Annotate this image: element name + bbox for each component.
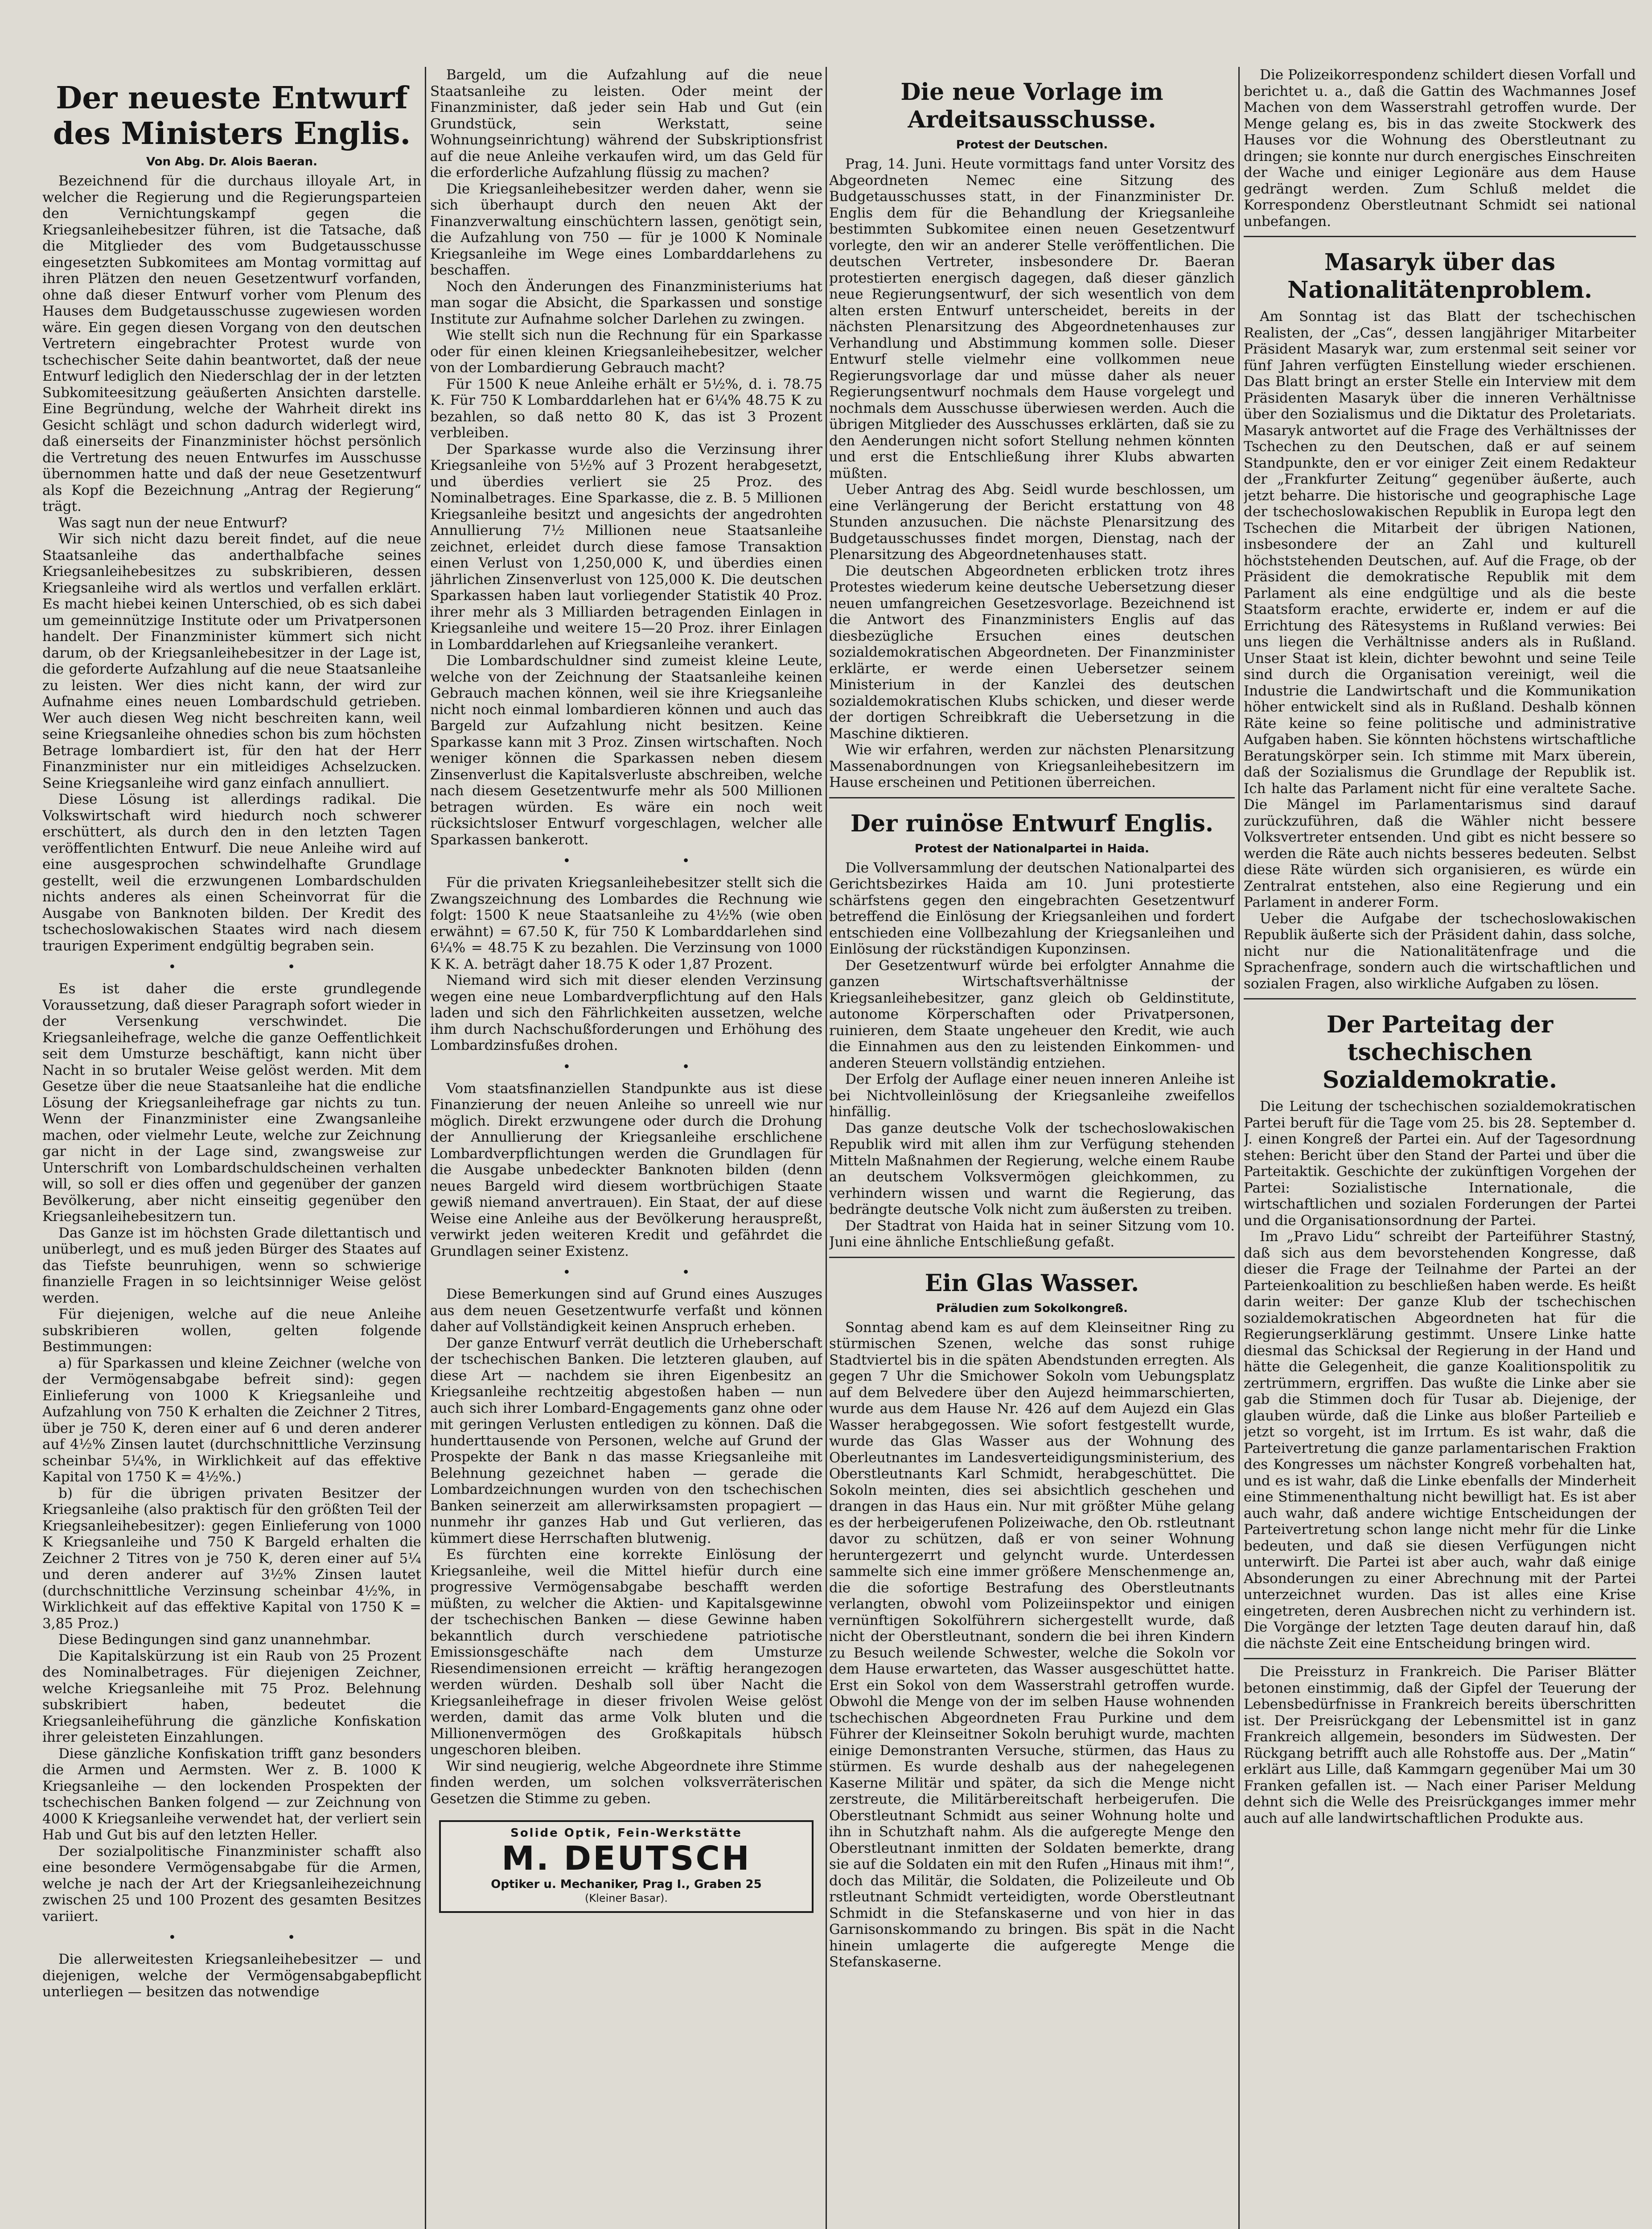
paragraph: a) für Sparkassen und kleine Zeichner (welche von der Vermögensabgabe befreit sind): gegen Einlieferung von 1000 K Kriegsanleihe und Aufzahlung von 750 K erhalten die Zeichner 2 Titres, über je 750 K, deren einer auf 6 und deren anderer auf 4½% Zinsen lautet (durchschnittliche Verzinsung scheinbar 5¼%, in Wirklichkeit auf das effektive Kapital von 1750 K = 4½%.) bbox=[42, 1355, 421, 1485]
article-body bbox=[430, 1286, 822, 1807]
divider bbox=[1244, 236, 1636, 237]
section-separator: • • bbox=[168, 959, 349, 975]
paragraph: b) für die übrigen privaten Besitzer der Kriegsanleihe (also praktisch für den größten Teil der Kriegsanleihebesitzer): gegen Einlieferung von 1000 K Kriegsanleihe und 750 K Bargeld erhalten die Zeichner 2 Titres von je 750 K, deren einer auf 5¼ und deren anderer auf 3½% Zinsen lautet (durchschnittliche Verzinsung scheinbar 4½%, in Wirklichkeit auf das effektive Kapital von 1750 K = 3,85 Proz.) bbox=[42, 1485, 421, 1632]
paragraph: Diese Bemerkungen sind auf Grund eines Auszuges aus dem neuen Gesetzentwurfe verfaßt und können daher auf Vollständigkeit keinen Anspruch erheben. bbox=[430, 1286, 822, 1335]
ad-note: (Kleiner Basar). bbox=[585, 1892, 668, 1904]
divider bbox=[1244, 1658, 1636, 1659]
paragraph: Für die privaten Kriegsanleihebesitzer stellt sich die Zwangszeichnung des Lombardes die Rechnung wie folgt: 1500 K neue Staatsanleihe zu 4½% (wie oben erwähnt) = 67.50 K, für 750 K Lombarddarlehen sind 6¼% = 48.75 K zu bezahlen. Die Verzinsung von 1000 K K. A. beträgt daher 18.75 K oder 1,87 Prozent. bbox=[430, 875, 822, 972]
article-title: Ein Glas Wasser. bbox=[925, 1269, 1139, 1297]
divider bbox=[829, 1257, 1235, 1258]
article-body bbox=[829, 860, 1235, 1250]
article-body bbox=[430, 1081, 822, 1260]
paragraph: Das Ganze ist im höchsten Grade dilettantisch und unüberlegt, und es muß jeden Bürger des Staates auf das Tiefste beunruhigen, wenn so schwierige finanzielle Fragen in so leichtsinniger Weise gelöst werden. bbox=[42, 1225, 421, 1306]
article-body bbox=[42, 981, 421, 1925]
paragraph: Niemand wird sich mit dieser elenden Verzinsung wegen eine neue Lombardverpflichtung auf den Hals laden und sich den Fährlichkeiten aussetzen, welche ihm durch Nachschußforderungen und Erhöhung des Lombardzinsfußes drohen. bbox=[430, 972, 822, 1053]
article-title: Der ruinöse Entwurf Englis. bbox=[850, 810, 1214, 837]
paragraph: Die Leitung der tschechischen sozialdemokratischen Partei beruft für die Tage vom 25. bis 28. September d. J. einen Kongreß der Partei ein. Auf der Tagesordnung stehen: Bericht über den Stand der Partei und über die Parteitaktik. Geschichte der zukünftigen Vorgehen der Partei: Sozialistische Internationale, die wirtschaftlichen und sozialen Forderungen der Partei und die Organisationsordnung der Partei. bbox=[1244, 1098, 1636, 1229]
divider bbox=[829, 797, 1235, 798]
divider bbox=[1244, 998, 1636, 999]
paragraph: Wie wir erfahren, werden zur nächsten Plenarsitzung Massenabordnungen von Kriegsanleihebesitzern im Hause erscheinen und Petitionen überreichen. bbox=[829, 742, 1235, 790]
article-byline: Protest der Nationalpartei in Haida. bbox=[914, 842, 1150, 855]
column-rule bbox=[425, 67, 426, 2229]
paragraph: Die Preissturz in Frankreich. Die Pariser Blätter betonen einstimmig, daß der Gipfel der Teuerung der Lebensbedürfnisse in Frankreich bereits überschritten ist. Der Preisrückgang der Lebensmittel ist in ganz Frankreich allgemein, besonders im Südwesten. Der Rückgang betrifft auch alle Rohstoffe aus. Der „Matin“ erklärt aus Lille, daß Kammgarn gegenüber Mai um 30 Franken gefallen ist. — Nach einer Pariser Meldung dehnt sich die Welle des Preisrückganges immer mehr auch auf alle landwirtschaftlichen Produkte aus. bbox=[1244, 1664, 1636, 1826]
paragraph: Für diejenigen, welche auf die neue Anleihe subskribieren wollen, gelten folgende Bestimmungen: bbox=[42, 1306, 421, 1355]
paragraph: Wir sich nicht dazu bereit findet, auf die neue Staatsanleihe das anderthalbfache seines Kriegsanleihebesitzes zu subskribieren, dessen Kriegsanleihe wird als wertlos und verfallen erklärt. Es macht hiebei keinen Unterschied, ob es sich dabei um gemeinnützige Institute oder um Privatpersonen handelt. Der Finanzminister kümmert sich nicht darum, ob der Kriegsanleihebesitzer in der Lage ist, die geforderte Aufzahlung auf die neue Staatsanleihe zu leisten. Wer dies nicht kann, der wird zur Aufnahme eines neuen Lombardschuld getrieben. Wer auch diesen Weg nicht beschreiten kann, weil seine Kriegsanleihe ohnedies schon bis zum höchsten Betrage lombardiert ist, für den hat der Herr Finanzminister nur ein mitleidiges Achselzucken. Seine Kriegsanleihe wird ganz einfach annulliert. bbox=[42, 531, 421, 791]
paragraph: Es ist daher die erste grundlegende Voraussetzung, daß dieser Paragraph sofort wieder in der Versenkung verschwindet. Die Kriegsanleihefrage, welche die ganze Oeffentlichkeit seit dem Umsturze beschäftigt, kann nicht über Nacht in so brutaler Weise gelöst werden. Mit dem Gesetze über die neue Staatsanleihe hat die endliche Lösung der Kriegsanleihefrage gar nichts zu tun. Wenn der Finanzminister eine Zwangsanleihe machen, oder vielmehr Leute, welche zur Zeichnung gar nicht in der Lage sind, zwangsweise zur Unterschrift von Lombardschuldscheinen verhalten will, so soll er dies offen und gegenüber der ganzen Bevölkerung, aber nicht einseitig gegenüber den Kriegsanleihebesitzern tun. bbox=[42, 981, 421, 1225]
paragraph: Der ganze Entwurf verrät deutlich die Urheberschaft der tschechischen Banken. Die letzteren glauben, auf diese Art — nachdem sie ihren Eigenbesitz an Kriegsanleihe rechtzeitig abgestoßen haben — nun auch sich ihrer Lombard-Engagements ganz ohne oder mit geringen Verlusten entledigen zu können. Daß die hunderttausende von Personen, welche auf Grund der Prospekte der Bank n das masse Kriegsanleihe mit Belehnung gezeichnet haben — gerade die Lombardzeichnungen wurden von den tschechischen Banken seinerzeit am allerwirksamsten propagiert — nunmehr ihr ganzes Hab und Gut verlieren, das kümmert diese Herrschaften blutwenig. bbox=[430, 1335, 822, 1546]
paragraph: Die Kapitalskürzung ist ein Raub von 25 Prozent des Nominalbetrages. Für diejenigen Zeichner, welche Kriegsanleihe mit 75 Proz. Belehnung subskribiert haben, bedeutet die Kriegsanleiheführung die gänzliche Konfiskation ihrer geleisteten Einzahlungen. bbox=[42, 1648, 421, 1745]
paragraph: Sonntag abend kam es auf dem Kleinseitner Ring zu stürmischen Szenen, welche das sonst ruhige Stadtviertel bis in die späten Abendstunden erregten. Als gegen 7 Uhr die Smichower Sokoln vom Uebungsplatz auf dem Belvedere über den Aujezd heimmarschierten, wurde aus dem Hause Nr. 426 auf dem Aujezd ein Glas Wasser herabgegossen. Wie sofort festgestellt wurde, wurde das Glas Wasser aus der Wohnung des Oberleutnantes im Landesverteidigungsministerium, des Oberstleutnants Karl Schmidt, herabgeschüttet. Die Sokoln meinten, dies sei absichtlich geschehen und drangen in das Haus ein. Nur mit größter Mühe gelang es der herbeigerufenen Polizeiwache, den Ob. rstleutnant davor zu schützen, daß er von seiner Wohnung heruntergezerrt und gelyncht wurde. Unterdessen sammelte sich eine immer größere Menschenmenge an, die die sofortige Bestrafung des Oberstleutnants verlangten, obwohl vom Polizeiinspektor und einigen vernünftigen Sokolführern sichergestellt wurde, daß nicht der Oberstleutnant, sondern die bei ihren Kindern zu Besuch weilende Schwester, welche die Sokoln vor dem Hause erwarteten, das Wasser ausgeschüttet hatte. Erst ein Sokol von dem Wasserstrahl getroffen wurde. Obwohl die Menge von der im selben Hause wohnenden tschechischen Abgeordneten Frau Purkine und dem Führer der Kleinseitner Sokoln beruhigt wurde, machten einige Demonstranten Versuche, stürmen, das Haus zu stürmen. Es wurde deshalb aus der nahegelegenen Kaserne Militär und später, da sich die Menge nicht zerstreute, die Militärbereitschaft herbeigerufen. Die Oberstleutnant Schmidt aus seiner Wohnung holte und ihn in Schutzhaft nahm. Als die aufgeregte Menge den Oberstleutnant inmitten der Soldaten bemerkte, drang sie auf die Soldaten ein mit den Rufen „Hinaus mit ihm!“, doch das Militär, die Soldaten, die Polizeileute und Ob rstleutnant Schmidt verteidigten, worde Oberstleutnant Schmidt in die Stefanskaserne und von hier in das Garnisonskommando zu bringen. Bis spät in die Nacht hinein umlagerte die aufgeregte Menge die Stefanskaserne. bbox=[829, 1319, 1235, 1970]
ad-company-name: M. DEUTSCH bbox=[501, 1839, 751, 1878]
advertisement bbox=[439, 1820, 814, 1913]
ad-address: Optiker u. Mechaniker, Prag I., Graben 25 bbox=[491, 1878, 762, 1891]
article-title: Der neueste Entwurf des Ministers Englis. bbox=[53, 80, 411, 152]
paragraph: Die Lombardschuldner sind zumeist kleine Leute, welche von der Zeichnung der Staatsanleihe keinen Gebrauch machen können, weil sie ihre Kriegsanleihe nicht noch einmal lombardieren können und auch das Bargeld zur Aufzahlung nicht besitzen. Keine Sparkasse kann mit 3 Proz. Zinsen wirtschaften. Noch weniger können die Sparkassen neben diesem Zinsenverlust die Kapitalsverluste abschreiben, welche nach diesem Gesetzentwurfe mehr als 500 Millionen betragen würden. Es wäre ein noch weit rücksichtsloser Entwurf vorgeschlagen, welcher alle Sparkassen bankerott. bbox=[430, 653, 822, 848]
article-body bbox=[430, 67, 822, 848]
paragraph: Noch den Änderungen des Finanzministeriums hat man sogar die Absicht, die Sparkassen und sonstige Institute zur Aufnahme solcher Darlehen zu zwingen. bbox=[430, 278, 822, 327]
column-rule bbox=[826, 67, 827, 2229]
paragraph: Prag, 14. Juni. Heute vormittags fand unter Vorsitz des Abgeordneten Nemec eine Sitzung des Budgetausschusses statt, in der Finanzminister Dr. Englis dem für die Behandlung der Kriegsanleihe bestimmten Subkomitee einen neuen Gesetzentwurf vorlegte, den wir an anderer Stelle veröffentlichen. Die deutschen Vertreter, insbesondere Dr. Baeran protestierten energisch dagegen, daß dieser gänzlich neue Regierungsentwurf, der sich wesentlich von dem alten ersten Entwurf unterscheidet, bereits in der nächsten Plenarsitzung des Abgeordnetenhauses zur Verhandlung und Abstimmung kommen solle. Dieser Entwurf stelle vielmehr eine vollkommen neue Regierungsvorlage dar und müsse daher als neuer Regierungsentwurf nochmals dem Hause vorgelegt und nochmals dem Ausschusse überwiesen werden. Auch die übrigen Mitglieder des Ausschusses erklärten, daß sie zu den Aenderungen nicht sofort Stellung nehmen könnten und erst die Entschließung ihrer Klubs abwarten müßten. bbox=[829, 156, 1235, 481]
ad-tagline: Solide Optik, Fein-Werkstätte bbox=[510, 1826, 742, 1840]
article-title: Die neue Vorlage im Ardeitsausschusse. bbox=[900, 78, 1163, 133]
paragraph: Der Gesetzentwurf würde bei erfolgter Annahme die ganzen Wirtschaftsverhältnisse der Kriegsanleihebesitzer, ganz gleich ob Geldinstitute, autonome Körperschaften oder Privatpersonen, ruinieren, dem Staate ungeheuer den Kredit, wie auch die Einnahmen aus den zu leistenden Einkommen- und anderen Steuern vollständig entziehen. bbox=[829, 957, 1235, 1071]
paragraph: Im „Pravo Lidu“ schreibt der Parteiführer Stastný, daß sich aus dem bevorstehenden Kongresse, daß dieser die Frage der Teilnahme der Partei an der Parteienkoalition zu beschließen haben werde. Es heißt darin weiter: Der ganze Klub der tschechischen sozialdemokratischen Abgeordneten hat für die Regierungserklärung gestimmt. Unsere Linke hatte diesmal das Schicksal der Regierung in der Hand und hätte die Gelegenheit, die ganze Koalitionspolitik zu zertrümmern, ergriffen. Das wußte die Linke aber sie gab die Stimmen doch für Tusar ab. Diejenige, der glauben würde, daß die Linke aus bloßer Parteilieb e jetzt so vorgeht, ist im Irrtum. Es ist wahr, daß die Parteivertretung die ganze parlamentarischen Fraktion des Kongresses um nächster Kongreß vorbehalten hat, und es ist wahr, daß die Linke ebenfalls der Minderheit eine Stimmenenthaltung nicht bewilligt hat. Es ist aber auch wahr, daß andere wichtige Entscheidungen der Parteivertretung schon lange nicht mehr für die Linke bedeuten, und daß sie diesen Verfügungen nicht unterwirft. Die Partei ist aber auch, wahr daß einige Absonderungen zu einer Abrechnung mit der Partei unterzeichnet wurden. Das ist alles eine Krise eingetreten, deren Ausbrechen nicht zu verhindern ist. Die Vorgänge der letzten Tage deuten darauf hin, daß die nächste Zeit eine Entscheidung bringen wird. bbox=[1244, 1229, 1636, 1652]
article-body bbox=[829, 1320, 1235, 1970]
paragraph: Der Stadtrat von Haida hat in seiner Sitzung vom 10. Juni eine ähnliche Entschließung gefaßt. bbox=[829, 1217, 1235, 1250]
paragraph: Ueber Antrag des Abg. Seidl wurde beschlossen, um eine Verlängerung der Bericht erstattung von 48 Stunden anzusuchen. Die nächste Plenarsitzung des Budgetausschusses findet morgen, Dienstag, nach der Plenarsitzung des Abgeordnetenhauses statt. bbox=[829, 481, 1235, 563]
article-body bbox=[1244, 67, 1636, 230]
article-title: Der Parteitag der tschechischen Sozialdemokratie. bbox=[1322, 1011, 1557, 1094]
paragraph: Für 1500 K neue Anleihe erhält er 5½%, d. i. 78.75 K. Für 750 K Lombarddarlehen hat er 6¼% 48.75 K zu bezahlen, so daß netto 80 K, das ist 3 Prozent verbleiben. bbox=[430, 376, 822, 441]
paragraph: Wie stellt sich nun die Rechnung für ein Sparkasse oder für einen kleinen Kriegsanleihebesitzer, welcher von der Lombardierung Gebrauch macht? bbox=[430, 327, 822, 376]
section-separator: • • bbox=[168, 1930, 349, 1945]
section-separator: • • bbox=[563, 1265, 744, 1280]
paragraph: Die Polizeikorrespondenz schildert diesen Vorfall und berichtet u. a., daß die Gattin des Wachmannes Josef Machen von dem Wasserstrahl getroffen wurde. Der Menge gelang es, bis in das zweite Stockwerk des Hauses vor die Wohnung des Oberstleutnant zu dringen; sie konnte nur durch energisches Einschreiten der Wache und einiger Legionäre aus dem Hause gedrängt werden. Zum Schluß meldet die Korrespondenz Oberstleutnant Schmidt sei national unbefangen. bbox=[1244, 67, 1636, 230]
article-byline: Von Abg. Dr. Alois Baeran. bbox=[146, 155, 318, 169]
paragraph: Ueber die Aufgabe der tschechoslowakischen Republik äußerte sich der Präsident dahin, dass solche, nicht nur die Nationalitätenfrage und die Sprachenfrage, sondern auch die wirtschaftlichen und sozialen Fragen, also wirkliche Aufgaben zu lösen. bbox=[1244, 910, 1636, 992]
article-byline: Präludien zum Sokolkongreß. bbox=[936, 1301, 1128, 1315]
paragraph: Vom staatsfinanziellen Standpunkte aus ist diese Finanzierung der neuen Anleihe so unreell wie nur möglich. Direkt erzwungene oder durch die Drohung der Annullierung der Kriegsanleihe erschlichene Lombardverpflichtungen werden die Grundlagen für die Ausgabe unbedeckter Banknoten bilden (denn neues Bargeld wird diesem wortbrüchigen Staate gewiß niemand anvertrauen). Ein Staat, der auf diese Weise eine Anleihe aus der Bevölkerung herauspreßt, verwirkt jeden weiteren Kredit und gefährdet die Grundlagen seiner Existenz. bbox=[430, 1080, 822, 1259]
paragraph: Der Erfolg der Auflage einer neuen inneren Anleihe ist bei Nichtvolleinlösung der Kriegsanleihe zweifellos hinfällig. bbox=[829, 1071, 1235, 1120]
paragraph: Der sozialpolitische Finanzminister schafft also eine besondere Vermögensabgabe für die Armen, welche je nach der Art der Kriegsanleihezeichnung zwischen 25 und 100 Prozent des gesamten Besitzes variiert. bbox=[42, 1843, 421, 1925]
article-body bbox=[42, 173, 421, 954]
article-body bbox=[42, 1951, 421, 2000]
column-2 bbox=[430, 67, 822, 2229]
section-separator: • • bbox=[563, 853, 744, 869]
paragraph: Der Sparkasse wurde also die Verzinsung ihrer Kriegsanleihe von 5½% auf 3 Prozent herabgesetzt, und überdies verliert sie 25 Proz. des Nominalbetrages. Eine Sparkasse, die z. B. 5 Millionen Kriegsanleihe besitzt und angesichts der angedrohten Annullierung 7½ Millionen neue Staatsanleihe zeichnet, erleidet durch diese famose Transaktion einen Verlust von 1,250,000 K, und überdies einen jährlichen Zinsenverlust von 125,000 K. Die deutschen Sparkassen haben laut vorliegender Statistik 40 Proz. ihrer mehr als 3 Milliarden betragenden Einlagen in Kriegsanleihe und weitere 15—20 Proz. ihrer Einlagen in Lombarddarlehen auf Kriegsanleihe verankert. bbox=[430, 441, 822, 653]
column-4 bbox=[1244, 67, 1636, 2229]
paragraph: Was sagt nun der neue Entwurf? bbox=[58, 514, 288, 531]
article-body bbox=[1244, 308, 1636, 992]
article-byline: Protest der Deutschen. bbox=[956, 138, 1108, 152]
paragraph: Bezeichnend für die durchaus illoyale Art, in welcher die Regierung und die Regierungsparteien den Vernichtungskampf gegen die Kriegsanleihebesitzer führen, ist die Tatsache, daß die Mitglieder des vom Budgetausschusse eingesetzten Subkomitees am Montag vormittag auf ihren Plätzen den neuen Gesetzentwurf vorfanden, ohne daß dieser Entwurf vorher vom Plenum des Hauses dem Budgetausschusse zugewiesen worden wäre. Ein gegen diesen Vorgang von den deutschen Vertretern eingebrachter Protest wurde von tschechischer Seite dahin beantwortet, daß der neue Entwurf lediglich den Niederschlag der in der letzten Subkomiteesitzung geäußerten Ansichten darstelle. Eine Begründung, welche der Wahrheit direkt ins Gesicht schlägt und schon dadurch widerlegt wird, daß einerseits der Finanzminister höchst persönlich die Vertretung des neuen Entwurfes im Ausschusse übernommen hatte und daß der neue Gesetzentwurf als Kopf die Bezeichnung „Antrag der Regierung“ trägt. bbox=[42, 173, 421, 514]
paragraph: Die Kriegsanleihebesitzer werden daher, wenn sie sich überhaupt durch den neuen Akt der Finanzverwaltung einschüchtern lassen, genötigt sein, die Aufzahlung von 750 — für je 1000 K Nominale Kriegsanleihe im Wege eines Lombarddarlehens zu beschaffen. bbox=[430, 181, 822, 278]
article-body bbox=[829, 156, 1235, 791]
paragraph: Die allerweitesten Kriegsanleihebesitzer — und diejenigen, welche der Vermögensabgabepflicht unterliegen — besitzen das notwendige bbox=[42, 1951, 421, 2000]
section-separator: • • bbox=[563, 1059, 744, 1075]
paragraph: Diese Lösung ist allerdings radikal. Die Volkswirtschaft wird hiedurch noch schwerer erschüttert, als durch den in den letzten Tagen veröffentlichten Entwurf. Die neue Anleihe wird auf eine ausgesprochen schwindelhafte Grundlage gestellt, weil die erzwungenen Lombardschulden nichts anderes als einen Scheinvorrat für die Ausgabe von Banknoten bilden. Der Kredit des tschechoslowakischen Staates wird nach diesem traurigen Experiment endgültig begraben sein. bbox=[42, 791, 421, 954]
paragraph: Diese Bedingungen sind ganz unannehmbar. bbox=[58, 1632, 371, 1648]
paragraph: Bargeld, um die Aufzahlung auf die neue Staatsanleihe zu leisten. Oder meint der Finanzminister, daß jeder sein Hab und Gut (ein Grundstück, sein Werkstatt, seine Wohnungseinrichtung) während der Subskriptionsfrist auf die neue Anleihe verkaufen wird, um das Geld für die erforderliche Aufzahlung flüssig zu machen? bbox=[430, 67, 822, 181]
paragraph: Die Vollversammlung der deutschen Nationalpartei des Gerichtsbezirkes Haida am 10. Juni protestierte schärfstens gegen den eingebrachten Gesetzentwurf betreffend die Einlösung der Kriegsanleihen und fordert entschieden eine Vollbezahlung der Kriegsanleihen und Einlösung der rückständigen Kuponzinsen. bbox=[829, 860, 1235, 957]
paragraph: Diese gänzliche Konfiskation trifft ganz besonders die Armen und Aermsten. Wer z. B. 1000 K Kriegsanleihe — den lockenden Prospekten der tschechischen Banken folgend — zur Zeichnung von 4000 K Kriegsanleihe verwendet hat, der verliert sein Hab und Gut bis auf den letzten Heller. bbox=[42, 1745, 421, 1843]
paragraph: Die deutschen Abgeordneten erblicken trotz ihres Protestes wiederum keine deutsche Uebersetzung dieser neuen umfangreichen Gesetzesvorlage. Bezeichnend ist die Antwort des Finanzministers Englis auf das diesbezügliche Ersuchen eines deutschen sozialdemokratischen Abgeordneten. Der Finanzminister erklärte, er werde einen Uebersetzer seinem Ministerium in der Kanzlei des deutschen sozialdemokratischen Klubs schicken, und dieser werde der dortigen Schreibkraft die Uebersetzung in die Maschine diktieren. bbox=[829, 563, 1235, 742]
article-body bbox=[430, 875, 822, 1054]
article-body bbox=[1244, 1098, 1636, 1652]
column-1 bbox=[42, 67, 421, 2229]
paragraph: Das ganze deutsche Volk der tschechoslowakischen Republik wird mit allen ihm zur Verfügung stehenden Mitteln Maßnahmen der Regierung, welche einem Raube an deutschem Volksvermögen gleichkommen, zu verhindern wissen und warnt die Regierung, das bedrängte deutsche Volk nicht zum äußersten zu treiben. bbox=[829, 1120, 1235, 1217]
paragraph: Wir sind neugierig, welche Abgeordnete ihre Stimme finden werden, um solchen volksverräterischen Gesetzen die Stimme zu geben. bbox=[430, 1758, 822, 1807]
article-title: Masaryk über das Nationalitätenproblem. bbox=[1287, 249, 1593, 304]
article-body bbox=[1244, 1664, 1636, 1826]
paragraph: Es fürchten eine korrekte Einlösung der Kriegsanleihe, weil die Mittel hiefür durch eine progressive Vermögensabgabe beschafft werden müßten, zu welcher die Aktien- und Kapitalsgewinne der tschechischen Banken — diese Gewinne haben bekanntlich durch verschiedene patriotische Emissionsgeschäfte nach dem Umsturze Riesendimensionen erreicht — kräftig herangezogen werden würden. Deshalb soll über Nacht die Kriegsanleihefrage in dieser frivolen Weise gelöst werden, damit das arme Volk bluten und die Millionenvermögen des Großkapitals hübsch ungeschoren bleiben. bbox=[430, 1546, 822, 1758]
paragraph: Am Sonntag ist das Blatt der tschechischen Realisten, der „Cas“, dessen langjähriger Mitarbeiter Präsident Masaryk war, zum erstenmal seit seiner vor fünf Jahren verfügten Einstellung wieder erschienen. Das Blatt bringt an erster Stelle ein Interview mit dem Präsidenten Masaryk über die inneren Verhältnisse über den Sozialismus und die Diktatur des Proletariats. Masaryk antwortet auf die Frage des Verhältnisses der Tschechen zu den Deutschen, daß er auf seinem Standpunkte, den er vor einiger Zeit einem Redakteur der „Frankfurter Zeitung“ gegenüber äußerte, auch jetzt beharre. Die historische und geographische Lage der tschechoslowakischen Republik in Europa legt den Tschechen die Mitarbeit der übrigen Nationen, insbesondere der an Zahl und kulturell höchststehenden Deutschen, auf. Auf die Frage, ob der Präsident die demokratische Republik mit dem Parlament als eine endgültige und als die beste Staatsform erachte, erwiderte er, indem er auf die Errichtung des Rätesystems in Rußland verwies: Bei uns liegen die Verhältnisse anders als in Rußland. Unser Staat ist klein, dichter bewohnt und seine Teile sind durch die Organisation vereinigt, weil die Industrie die Landwirtschaft und die Kommunikation höher entwickelt sind als in Rußland. Deshalb können Räte keine so feine politische und administrative Aufgaben haben. Sie könnten höchstens wirtschaftliche Beratungskörper sein. Ich stimme mit Marx überein, daß der Sozialismus die Grundlage der Republik ist. Ich halte das Parlament nicht für eine veraltete Sache. Die Mängel im Parlamentarismus sind darauf zurückzuführen, daß die Wähler nicht bessere Volksvertreter entsenden. Und gibt es nicht bessere so werden die Räte auch nichts besseres bedeuten. Selbst diese Räte würden sich organisieren, es würde ein Zentralrat entstehen, also eine Regierung und ein Parlament in anderer Form. bbox=[1244, 308, 1636, 910]
column-3 bbox=[829, 67, 1235, 2229]
column-rule bbox=[1238, 67, 1240, 2229]
